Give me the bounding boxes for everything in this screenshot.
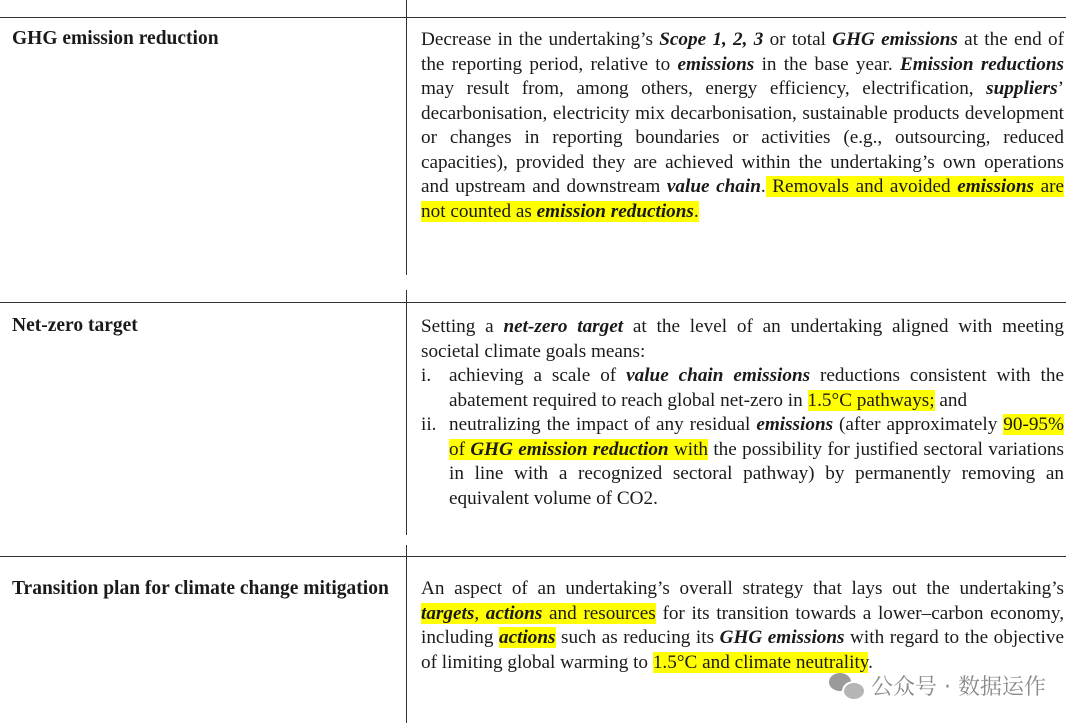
highlighted-passage: 1.5°C pathways; (807, 389, 935, 411)
highlighted-passage: 1.5°C and climate neutrality (652, 651, 869, 673)
glossary-row-ghg-emission-reduction (0, 0, 1080, 280)
list-item: i. achieving a scale of value chain emissions reductions consistent with the abatement required to reach global net-zero in 1.5°C pathways; and (421, 365, 1064, 411)
list-item: ii. neutralizing the impact of any residual emissions (after approximately 90-95% of GHG emission reduction with the possibility for justified sectoral variations in line with a recognized sectoral pathway) by permanently removing an equivalent volume of CO2. (421, 414, 1064, 509)
column-divider (406, 0, 407, 275)
glossary-row-net-zero-target (0, 290, 1080, 540)
term-label: Transition plan for climate change mitigation (12, 578, 389, 599)
highlighted-passage: Removals and avoided emissions are not counted as emission reductions. (421, 176, 1064, 222)
watermark (829, 670, 1046, 701)
row-top-rule (0, 17, 1066, 18)
row-top-rule (0, 556, 1066, 557)
column-divider (406, 545, 407, 723)
term-label: Net-zero target (12, 315, 138, 336)
term-definition: Decrease in the undertaking’s Scope 1, 2, 3 or total GHG emissions at the end of the reporting period, relative to emissions in the base year. Emission reductions may result from, among others, energy efficiency, electrification, suppliers’ decarbonisation, electricity mix decarbonisation, sustainable products development or changes in reporting boundaries or activities (e.g., outsourcing, reduced capacities), provided they are achieved within the undertaking’s own operations and upstream and downstream value chain. Removals and avoided emissions are not counted as emission reductions. (421, 29, 1064, 222)
wechat-icon (829, 673, 863, 699)
definition-list (421, 364, 1064, 511)
definition-intro: Setting a net-zero target at the level of an undertaking aligned with meeting societal climate goals means: (421, 316, 1064, 362)
highlighted-passage: targets, actions and resources (421, 602, 656, 624)
highlighted-passage: actions (499, 627, 556, 648)
row-top-rule (0, 302, 1066, 303)
term-label: GHG emission reduction (12, 28, 219, 49)
term-definition (421, 315, 1064, 511)
watermark-text: 公众号 · 数据运作 (871, 675, 1046, 700)
column-divider (406, 290, 407, 535)
highlighted-passage: 90-95% of GHG emission reduction with (449, 414, 1064, 460)
term-definition: An aspect of an undertaking’s overall strategy that lays out the undertaking’s targets, actions and resources for its transition towards a lower–carbon economy, including actions such as reducing its GHG emissions with regard to the objective of limiting global warming to 1.5°C and climate neutrality. (421, 578, 1065, 673)
